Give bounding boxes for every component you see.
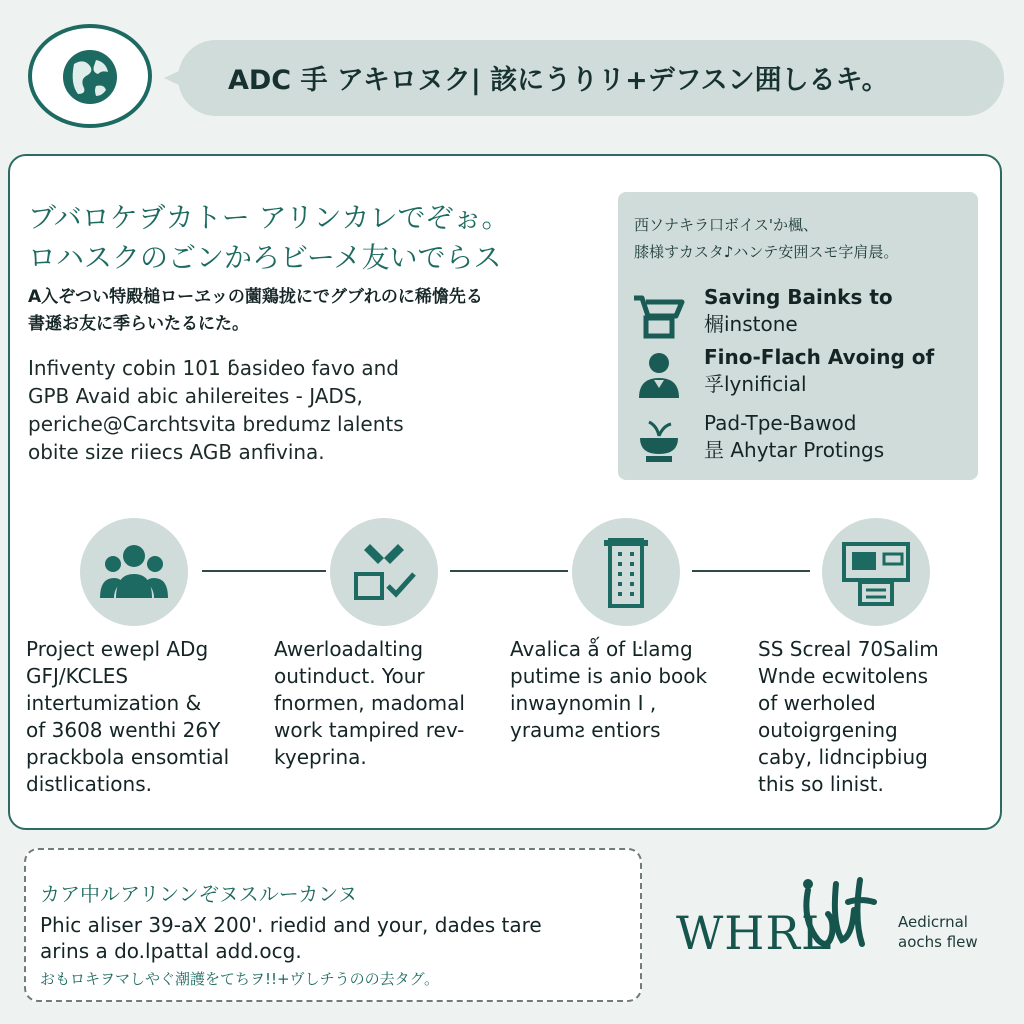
- step-3-text: [510, 636, 740, 744]
- intro-body-line: GPB Avaid abic ahilereites - JADS,: [28, 384, 363, 408]
- step-1-icon-circle: [80, 518, 188, 626]
- planter-icon: [632, 416, 686, 466]
- tools-checklist-icon: [348, 536, 420, 608]
- intro-body-line: obite size riiecs AGB anfivina.: [28, 440, 325, 464]
- feature-title: Pad-Tpe-Bawod: [704, 411, 857, 435]
- intro-body: [28, 354, 468, 466]
- feature-intro-line: 西ソナキラ口ボイス'か楓、: [634, 216, 818, 234]
- step-text-line: work tampired rev-: [274, 718, 465, 742]
- feature-item-avoing: [632, 344, 968, 404]
- step-text-line: outinduct. Your: [274, 664, 425, 688]
- step-connector: [450, 570, 568, 572]
- step-text-line: Wnde ecwitolens: [758, 664, 929, 688]
- brand-logo: [676, 872, 1006, 982]
- brand-tagline-line: aochs flew: [898, 933, 978, 951]
- footer-tagline: おもロキヲマしやぐ潮護をてちヲ!!+ヴしチうのの去タグ。: [40, 970, 439, 988]
- step-connector: [202, 570, 326, 572]
- step-4-icon-circle: [822, 518, 930, 626]
- feature-subtitle: 昰 Ahytar Protings: [704, 438, 885, 462]
- step-text-line: kyeprina.: [274, 745, 367, 769]
- step-text-line: fnormen, madomal: [274, 691, 465, 715]
- step-text-line: of 3608 wenthi 26Y: [26, 718, 221, 742]
- feature-title: Fino-Flach Avoing of: [704, 345, 935, 369]
- main-card: [8, 154, 1002, 830]
- footer-note-box: [24, 848, 642, 1002]
- step-text-line: GFJ/KCLES: [26, 664, 129, 688]
- footer-body-line: arins a do.lpattal add.ocg.: [40, 939, 302, 963]
- brand-wordmark: WHRL: [676, 906, 833, 960]
- step-text-line: this so linist.: [758, 772, 884, 796]
- step-text-line: Awerloadalting: [274, 637, 424, 661]
- intro-subtext-line: 書遜お友に季らいたるにた。: [28, 314, 249, 334]
- feature-intro: [634, 212, 964, 266]
- step-text-line: yraumƨ entiors: [510, 718, 661, 742]
- header-banner: [28, 24, 980, 128]
- intro-heading-line: ブバロケヺカトー アリンカレでぞぉ。: [28, 201, 510, 234]
- intro-body-line: periche@Carchtsvita bredumz lalents: [28, 412, 404, 436]
- step-text-line: inwaynomin I ,: [510, 691, 657, 715]
- group-icon: [98, 536, 170, 608]
- page-title: ADC 手 アキロヌク| 該にうりリ+デフスン囲しるキ。: [228, 65, 889, 96]
- monitor-icon: [840, 536, 912, 608]
- feature-item-protings: [632, 410, 968, 470]
- footer-body-line: Phic aliser 39-aX 200'. riedid and your, dades tare: [40, 913, 542, 937]
- step-text-line: SS Screal 70Salim: [758, 637, 939, 661]
- step-2-text: [274, 636, 504, 771]
- step-text-line: outoigrgening: [758, 718, 898, 742]
- feature-panel: [618, 192, 978, 480]
- intro-heading: [28, 198, 588, 278]
- footer-body: [40, 912, 630, 964]
- building-icon: [590, 536, 662, 608]
- intro-heading-line: ロハスクのごンかろビーメ友いでらス: [28, 241, 502, 274]
- feature-intro-line: 膝様すカスタ♪ハンテ安囲スモ字肩晨。: [634, 243, 899, 261]
- step-text-line: intertumization &: [26, 691, 202, 715]
- footer-heading: カア中ルアリンンぞヌスルーカンヌ: [40, 882, 358, 906]
- header-logo: [28, 24, 152, 128]
- step-text-line: putime is anio book: [510, 664, 708, 688]
- step-text-line: Project ewepl ADg: [26, 637, 209, 661]
- step-text-line: prackbola ensomtial: [26, 745, 230, 769]
- step-4-text: [758, 636, 988, 798]
- step-2-icon-circle: [330, 518, 438, 626]
- brand-tagline-line: Aedicrnal: [898, 913, 968, 931]
- intro-subtext-line: A入ぞつい特殿槌ローヱッの薗鶏拢にでグブれのに稀憺先る: [28, 287, 483, 307]
- step-text-line: distlications.: [26, 772, 152, 796]
- person-icon: [632, 350, 686, 400]
- brand-tagline: [898, 912, 1006, 952]
- intro-subtext: [28, 284, 588, 338]
- feature-item-saving: [632, 284, 968, 344]
- globe-icon: [56, 46, 124, 108]
- intro-body-line: Infiventy cobin 101 ɓasideo favo and: [28, 356, 399, 380]
- feature-title: Saving Bainks to: [704, 285, 893, 309]
- step-text-line: of werholed: [758, 691, 876, 715]
- feature-subtitle: 榍instone: [704, 312, 798, 336]
- step-text-line: Avalica ǻ of Ŀlamg: [510, 637, 693, 661]
- step-1-text: [26, 636, 256, 798]
- step-text-line: caby, lidncipbiug: [758, 745, 928, 769]
- feature-subtitle: 孚lynificial: [704, 372, 807, 396]
- step-3-icon-circle: [572, 518, 680, 626]
- step-connector: [692, 570, 810, 572]
- cart-icon: [632, 290, 686, 340]
